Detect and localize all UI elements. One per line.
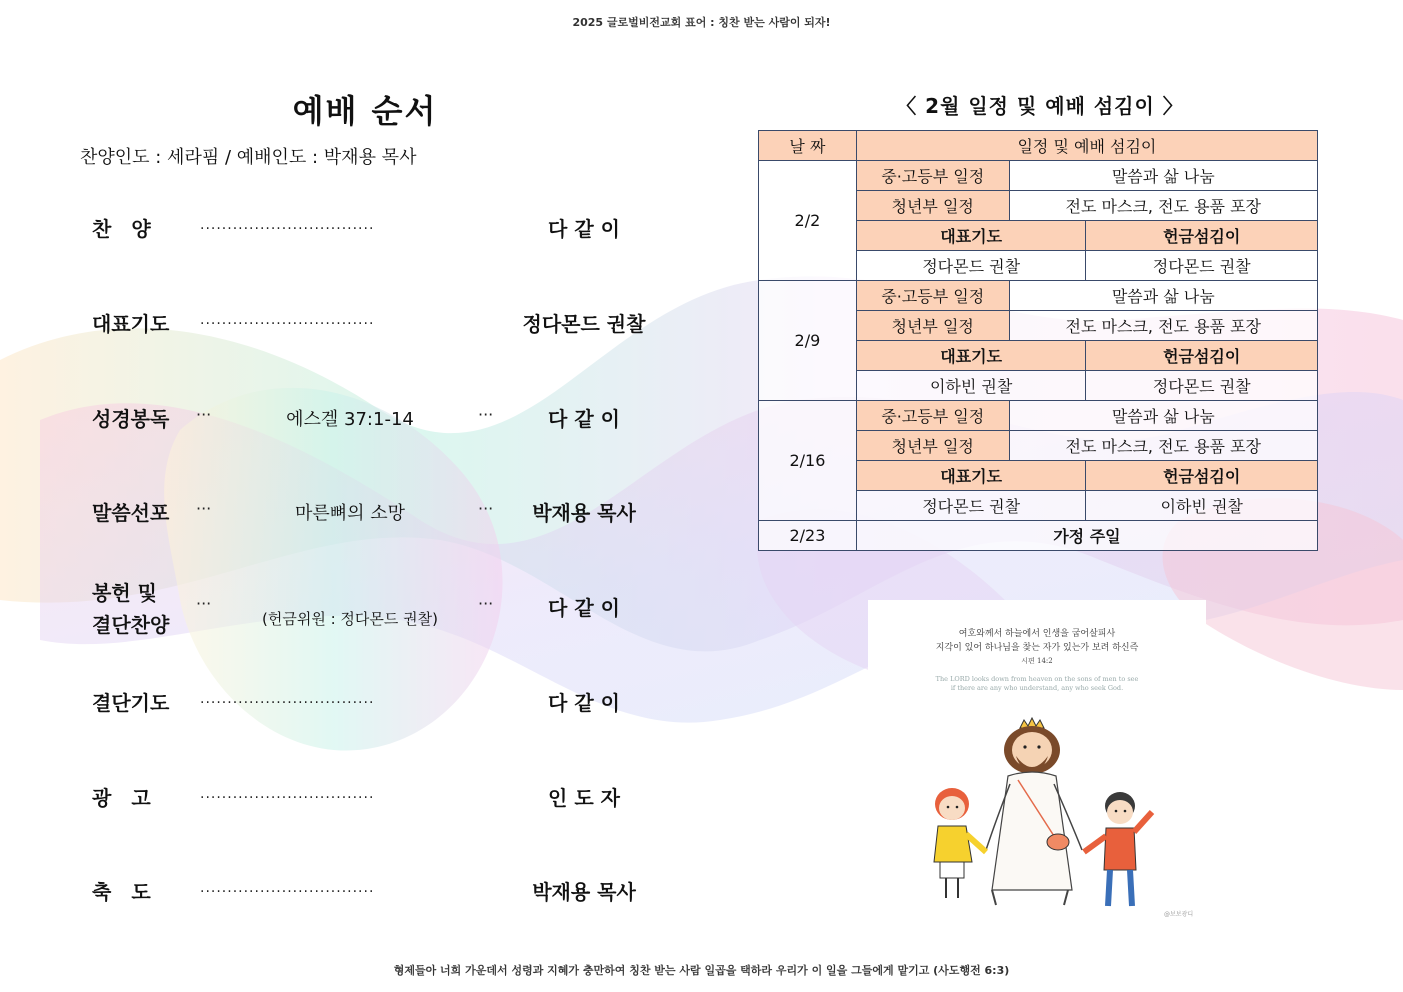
dotted-leader: ................................	[200, 786, 375, 802]
ellipsis: ···	[478, 405, 494, 424]
schedule-table	[758, 130, 1318, 551]
offering-label: 헌금섬김이	[1086, 341, 1318, 371]
youth-label: 중·고등부 일정	[856, 281, 1009, 311]
young-adult-label: 청년부 일정	[856, 431, 1009, 461]
order-item-label: 성경봉독	[92, 407, 170, 431]
illustrator-watermark: @보보광디	[1164, 911, 1194, 918]
offering-person: 정다몬드 권찰	[1086, 371, 1318, 401]
week-date: 2/16	[759, 401, 857, 521]
youth-schedule: 말씀과 삶 나눔	[1009, 281, 1317, 311]
week-date: 2/23	[759, 521, 857, 551]
order-item-performer: 다 같 이	[548, 691, 620, 715]
order-item-performer: 정다몬드 권찰	[522, 312, 646, 336]
verse-ko-line: 지각이 있어 하나님을 찾는 자가 있는가 보려 하신즉	[935, 643, 1139, 653]
offering-person: 이하빈 권찰	[1086, 491, 1318, 521]
offering-committee: (헌금위원 : 정다몬드 권찰)	[262, 610, 438, 628]
scripture-reading: 에스겔 37:1-14	[286, 409, 414, 430]
order-item-performer: 다 같 이	[548, 407, 620, 431]
prayer-label: 대표기도	[856, 461, 1086, 491]
ellipsis: ···	[478, 499, 494, 518]
order-item-label: 광 고	[92, 786, 151, 810]
youth-label: 중·고등부 일정	[856, 161, 1009, 191]
young-adult-schedule: 전도 마스크, 전도 용품 포장	[1009, 191, 1317, 221]
order-item-label: 봉헌 및	[92, 581, 157, 605]
order-item-performer: 박재용 목사	[532, 880, 636, 904]
order-item-label: 결단기도	[92, 691, 170, 715]
order-item-performer: 박재용 목사	[532, 501, 636, 525]
order-item-label: 축 도	[92, 880, 151, 904]
prayer-person: 정다몬드 권찰	[856, 251, 1086, 281]
page-title: 예배 순서	[292, 92, 438, 130]
psalm-verse-english	[868, 675, 1206, 693]
order-item-performer: 다 같 이	[548, 596, 620, 620]
schedule-title: 〈 2월 일정 및 예배 섬김이 〉	[896, 94, 1184, 118]
prayer-label: 대표기도	[856, 341, 1086, 371]
offering-label: 헌금섬김이	[1086, 461, 1318, 491]
prayer-label: 대표기도	[856, 221, 1086, 251]
dotted-leader: ................................	[200, 312, 375, 328]
young-adult-schedule: 전도 마스크, 전도 용품 포장	[1009, 431, 1317, 461]
order-item-label: 대표기도	[92, 312, 170, 336]
prayer-person: 정다몬드 권찰	[856, 491, 1086, 521]
week-date: 2/2	[759, 161, 857, 281]
church-motto: 2025 글로벌비전교회 표어 : 칭찬 받는 사람이 되자!	[572, 16, 831, 29]
table-header-row	[759, 131, 1318, 161]
dotted-leader: ................................	[200, 217, 375, 233]
family-sunday: 가정 주일	[856, 521, 1317, 551]
week-date: 2/9	[759, 281, 857, 401]
order-item-label: 찬 양	[92, 217, 151, 241]
table-row	[759, 281, 1318, 311]
order-item-label: 말씀선포	[92, 501, 170, 525]
young-adult-label: 청년부 일정	[856, 191, 1009, 221]
youth-label: 중·고등부 일정	[856, 401, 1009, 431]
psalm-reference: 시편 14:2	[1021, 657, 1053, 665]
sermon-title: 마른뼈의 소망	[294, 503, 406, 524]
ellipsis: ···	[196, 405, 212, 424]
offering-label: 헌금섬김이	[1086, 221, 1318, 251]
table-row	[759, 521, 1318, 551]
header-schedule: 일정 및 예배 섬김이	[856, 131, 1317, 161]
youth-schedule: 말씀과 삶 나눔	[1009, 401, 1317, 431]
order-item-performer: 다 같 이	[548, 217, 620, 241]
verse-en-line: if there are any who understand, any who seek God.	[950, 684, 1124, 692]
dotted-leader: ................................	[200, 691, 375, 707]
ellipsis: ···	[196, 594, 212, 613]
ellipsis: ···	[478, 594, 494, 613]
psalm-verse-korean	[868, 627, 1206, 655]
young-adult-label: 청년부 일정	[856, 311, 1009, 341]
table-row	[759, 401, 1318, 431]
young-adult-schedule: 전도 마스크, 전도 용품 포장	[1009, 311, 1317, 341]
order-item-label: 결단찬양	[92, 613, 170, 637]
verse-en-line: The LORD looks down from heaven on the sons of men to see	[935, 675, 1139, 683]
worship-leaders: 찬양인도 : 세라핌 / 예배인도 : 박재용 목사	[80, 147, 417, 168]
footer-verse: 형제들아 너희 가운데서 성령과 지혜가 충만하여 칭찬 받는 사람 일곱을 택하라 우리가 이 일을 그들에게 맡기고 (사도행전 6:3)	[393, 964, 1010, 977]
offering-person: 정다몬드 권찰	[1086, 251, 1318, 281]
ellipsis: ···	[196, 499, 212, 518]
header-date: 날 짜	[759, 131, 857, 161]
youth-schedule: 말씀과 삶 나눔	[1009, 161, 1317, 191]
order-item-performer: 인 도 자	[548, 786, 620, 810]
dotted-leader: ................................	[200, 880, 375, 896]
table-row	[759, 161, 1318, 191]
verse-ko-line: 여호와께서 하늘에서 인생을 굽어살피사	[958, 629, 1116, 639]
prayer-person: 이하빈 권찰	[856, 371, 1086, 401]
